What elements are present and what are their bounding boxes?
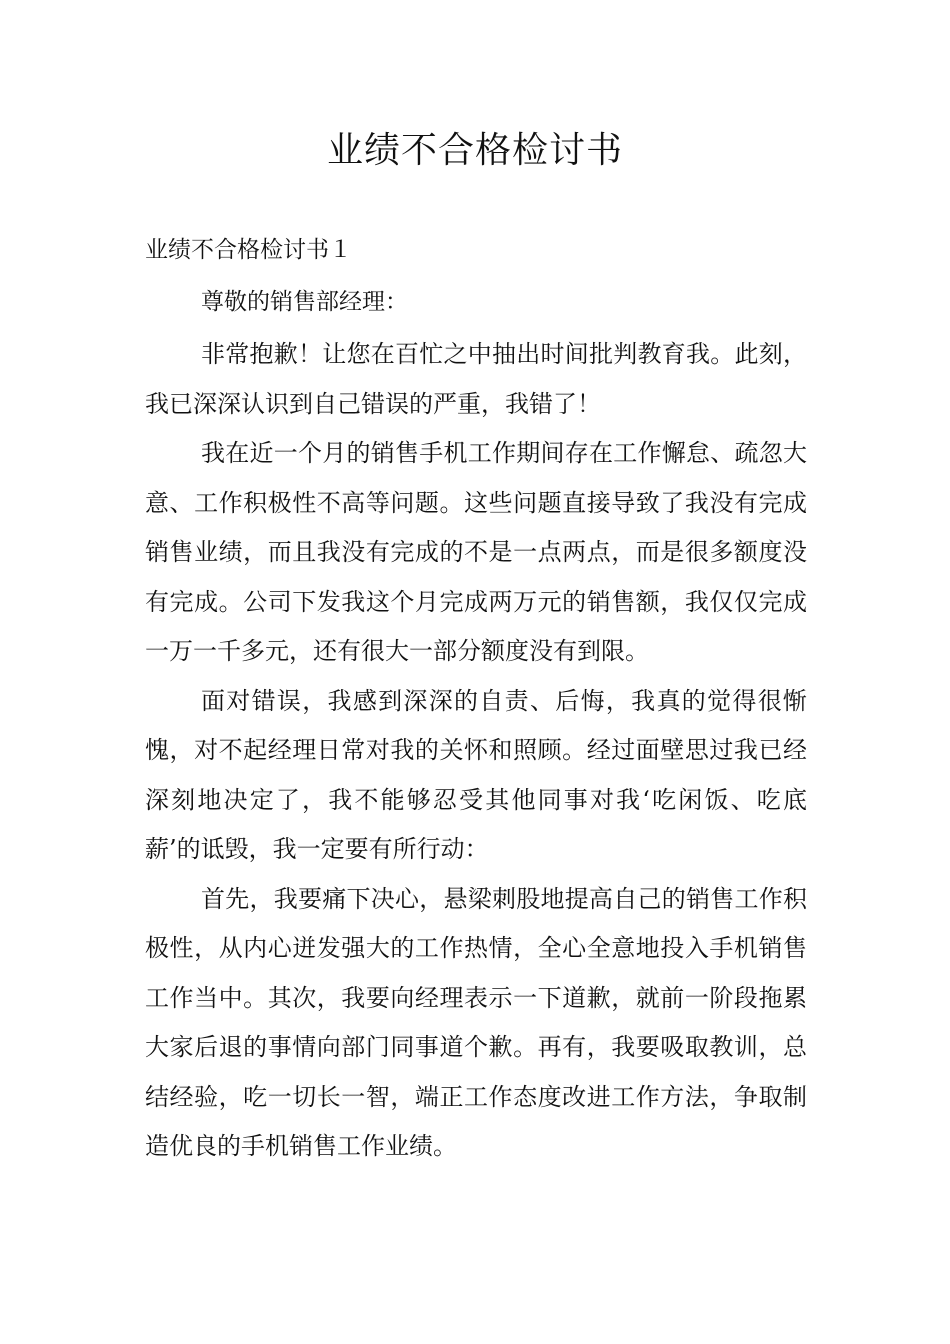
paragraph-actions: 首先，我要痛下决心，悬梁刺股地提高自己的销售工作积极性，从内心迸发强大的工作热情，全心全意地投入手机销售工作当中。其次，我要向经理表示一下道歉，就前一阶段拖累大家后退的事情向部门同事道个歉。再有，我要吸取教训，总结经验，吃一切长一智，端正工作态度改进工作方法，争取制造优良的手机销售工作业绩。: [145, 884, 807, 1160]
paragraph-problems: 我在近一个月的销售手机工作期间存在工作懈怠、疏忽大意、工作积极性不高等问题。这些问题直接导致了我没有完成销售业绩，而且我没有完成的不是一点两点，而是很多额度没有完成。公司下发我这个月完成两万元的销售额，我仅仅完成一万一千多元，还有很大一部分额度没有到限。: [145, 439, 807, 665]
document-title: 业绩不合格检讨书: [326, 130, 623, 171]
document-subheading: 业绩不合格检讨书１: [145, 237, 352, 263]
paragraph-reflection: 面对错误，我感到深深的自责、后悔，我真的觉得很惭愧，对不起经理日常对我的关怀和照顾。经过面壁思过我已经深刻地决定了，我不能够忍受其他同事对我‘吃闲饭、吃底薪’的诋毁，我一定要有所行动：: [145, 686, 807, 863]
document-body: [145, 282, 807, 1172]
salutation: 尊敬的销售部经理：: [201, 289, 408, 315]
paragraph-apology: 非常抱歉！让您在百忙之中抽出时间批判教育我。此刻，我已深深认识到自己错误的严重，我错了！: [145, 340, 807, 418]
